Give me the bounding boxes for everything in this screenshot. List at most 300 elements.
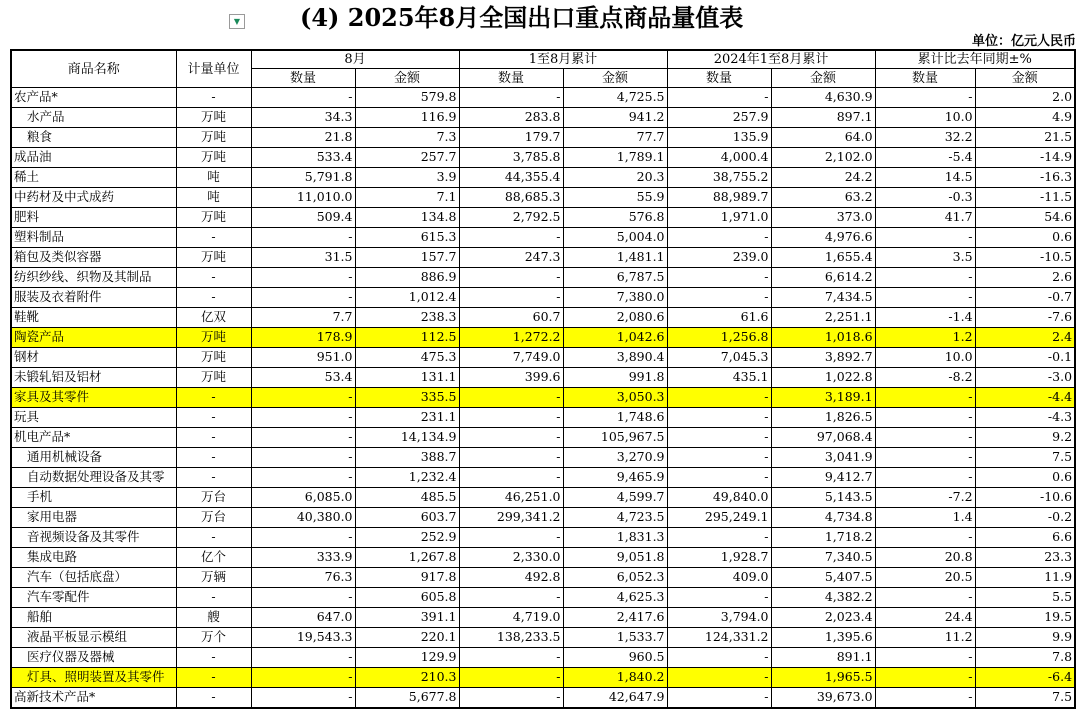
aug-qty-cell[interactable]: - bbox=[251, 448, 355, 468]
unit-cell[interactable]: - bbox=[176, 388, 251, 408]
ytd-qty-cell[interactable]: - bbox=[459, 388, 563, 408]
yoy-qty-cell[interactable]: -8.2 bbox=[875, 368, 975, 388]
aug-amt-cell[interactable]: 116.9 bbox=[355, 108, 459, 128]
ytd-qty-cell[interactable]: 283.8 bbox=[459, 108, 563, 128]
yoy-amt-cell[interactable]: -10.6 bbox=[975, 488, 1075, 508]
ytd2024-qty-cell[interactable]: 409.0 bbox=[667, 568, 771, 588]
yoy-qty-cell[interactable]: - bbox=[875, 228, 975, 248]
aug-qty-cell[interactable]: 21.8 bbox=[251, 128, 355, 148]
commodity-name-cell[interactable]: 农产品* bbox=[11, 88, 176, 108]
yoy-qty-cell[interactable]: 14.5 bbox=[875, 168, 975, 188]
ytd2024-amt-cell[interactable]: 39,673.0 bbox=[771, 688, 875, 709]
unit-cell[interactable]: - bbox=[176, 588, 251, 608]
aug-amt-cell[interactable]: 388.7 bbox=[355, 448, 459, 468]
ytd2024-amt-cell[interactable]: 1,395.6 bbox=[771, 628, 875, 648]
commodity-name-cell[interactable]: 集成电路 bbox=[11, 548, 176, 568]
unit-cell[interactable]: 万吨 bbox=[176, 248, 251, 268]
yoy-qty-cell[interactable]: - bbox=[875, 88, 975, 108]
aug-amt-cell[interactable]: 14,134.9 bbox=[355, 428, 459, 448]
ytd2024-amt-cell[interactable]: 5,407.5 bbox=[771, 568, 875, 588]
commodity-name-cell[interactable]: 高新技术产品* bbox=[11, 688, 176, 709]
ytd2024-qty-cell[interactable]: 239.0 bbox=[667, 248, 771, 268]
yoy-amt-cell[interactable]: -16.3 bbox=[975, 168, 1075, 188]
aug-qty-cell[interactable]: - bbox=[251, 688, 355, 709]
yoy-qty-cell[interactable]: - bbox=[875, 388, 975, 408]
unit-cell[interactable]: 万吨 bbox=[176, 108, 251, 128]
commodity-name-cell[interactable]: 服装及衣着附件 bbox=[11, 288, 176, 308]
ytd-amt-cell[interactable]: 9,051.8 bbox=[563, 548, 667, 568]
yoy-qty-cell[interactable]: 20.5 bbox=[875, 568, 975, 588]
unit-cell[interactable]: 万台 bbox=[176, 508, 251, 528]
yoy-qty-cell[interactable]: 20.8 bbox=[875, 548, 975, 568]
aug-amt-cell[interactable]: 605.8 bbox=[355, 588, 459, 608]
commodity-name-cell[interactable]: 肥料 bbox=[11, 208, 176, 228]
unit-cell[interactable]: - bbox=[176, 428, 251, 448]
unit-cell[interactable]: - bbox=[176, 528, 251, 548]
commodity-name-cell[interactable]: 通用机械设备 bbox=[11, 448, 176, 468]
yoy-amt-cell[interactable]: 0.6 bbox=[975, 228, 1075, 248]
yoy-amt-cell[interactable]: 0.6 bbox=[975, 468, 1075, 488]
aug-amt-cell[interactable]: 886.9 bbox=[355, 268, 459, 288]
ytd2024-amt-cell[interactable]: 1,826.5 bbox=[771, 408, 875, 428]
yoy-qty-cell[interactable]: 1.2 bbox=[875, 328, 975, 348]
yoy-qty-cell[interactable]: - bbox=[875, 588, 975, 608]
ytd-qty-cell[interactable]: - bbox=[459, 428, 563, 448]
ytd-qty-cell[interactable]: - bbox=[459, 228, 563, 248]
unit-cell[interactable]: - bbox=[176, 88, 251, 108]
aug-amt-cell[interactable]: 252.9 bbox=[355, 528, 459, 548]
commodity-name-cell[interactable]: 家具及其零件 bbox=[11, 388, 176, 408]
yoy-amt-cell[interactable]: -0.2 bbox=[975, 508, 1075, 528]
yoy-amt-cell[interactable]: 2.4 bbox=[975, 328, 1075, 348]
ytd2024-amt-cell[interactable]: 3,189.1 bbox=[771, 388, 875, 408]
aug-qty-cell[interactable]: 31.5 bbox=[251, 248, 355, 268]
ytd-amt-cell[interactable]: 576.8 bbox=[563, 208, 667, 228]
ytd2024-qty-cell[interactable]: 1,256.8 bbox=[667, 328, 771, 348]
aug-qty-cell[interactable]: 76.3 bbox=[251, 568, 355, 588]
yoy-qty-cell[interactable]: - bbox=[875, 408, 975, 428]
ytd-qty-cell[interactable]: 44,355.4 bbox=[459, 168, 563, 188]
aug-amt-cell[interactable]: 3.9 bbox=[355, 168, 459, 188]
ytd2024-qty-cell[interactable]: 1,971.0 bbox=[667, 208, 771, 228]
ytd2024-qty-cell[interactable]: - bbox=[667, 268, 771, 288]
ytd2024-amt-cell[interactable]: 24.2 bbox=[771, 168, 875, 188]
unit-cell[interactable]: - bbox=[176, 448, 251, 468]
commodity-name-cell[interactable]: 家用电器 bbox=[11, 508, 176, 528]
unit-cell[interactable]: 万个 bbox=[176, 628, 251, 648]
ytd-amt-cell[interactable]: 941.2 bbox=[563, 108, 667, 128]
yoy-qty-cell[interactable]: - bbox=[875, 448, 975, 468]
aug-amt-cell[interactable]: 615.3 bbox=[355, 228, 459, 248]
ytd2024-qty-cell[interactable]: - bbox=[667, 688, 771, 709]
aug-amt-cell[interactable]: 7.3 bbox=[355, 128, 459, 148]
yoy-amt-cell[interactable]: -4.3 bbox=[975, 408, 1075, 428]
ytd2024-amt-cell[interactable]: 1,965.5 bbox=[771, 668, 875, 688]
unit-cell[interactable]: - bbox=[176, 408, 251, 428]
yoy-qty-cell[interactable]: - bbox=[875, 528, 975, 548]
aug-qty-cell[interactable]: 7.7 bbox=[251, 308, 355, 328]
ytd2024-amt-cell[interactable]: 2,023.4 bbox=[771, 608, 875, 628]
unit-cell[interactable]: 艘 bbox=[176, 608, 251, 628]
yoy-amt-cell[interactable]: -0.7 bbox=[975, 288, 1075, 308]
ytd-amt-cell[interactable]: 1,789.1 bbox=[563, 148, 667, 168]
aug-amt-cell[interactable]: 1,012.4 bbox=[355, 288, 459, 308]
ytd2024-amt-cell[interactable]: 1,718.2 bbox=[771, 528, 875, 548]
commodity-name-cell[interactable]: 鞋靴 bbox=[11, 308, 176, 328]
aug-amt-cell[interactable]: 603.7 bbox=[355, 508, 459, 528]
yoy-amt-cell[interactable]: 23.3 bbox=[975, 548, 1075, 568]
yoy-amt-cell[interactable]: 9.9 bbox=[975, 628, 1075, 648]
aug-amt-cell[interactable]: 129.9 bbox=[355, 648, 459, 668]
aug-qty-cell[interactable]: - bbox=[251, 528, 355, 548]
ytd-amt-cell[interactable]: 1,481.1 bbox=[563, 248, 667, 268]
commodity-name-cell[interactable]: 医疗仪器及器械 bbox=[11, 648, 176, 668]
aug-amt-cell[interactable]: 134.8 bbox=[355, 208, 459, 228]
yoy-qty-cell[interactable]: 10.0 bbox=[875, 108, 975, 128]
ytd2024-amt-cell[interactable]: 2,102.0 bbox=[771, 148, 875, 168]
unit-cell[interactable]: 万辆 bbox=[176, 568, 251, 588]
aug-amt-cell[interactable]: 485.5 bbox=[355, 488, 459, 508]
ytd2024-qty-cell[interactable]: - bbox=[667, 388, 771, 408]
yoy-qty-cell[interactable]: 24.4 bbox=[875, 608, 975, 628]
aug-amt-cell[interactable]: 231.1 bbox=[355, 408, 459, 428]
yoy-amt-cell[interactable]: -10.5 bbox=[975, 248, 1075, 268]
ytd-amt-cell[interactable]: 4,625.3 bbox=[563, 588, 667, 608]
ytd2024-qty-cell[interactable]: - bbox=[667, 408, 771, 428]
ytd2024-amt-cell[interactable]: 1,655.4 bbox=[771, 248, 875, 268]
ytd-amt-cell[interactable]: 2,080.6 bbox=[563, 308, 667, 328]
unit-cell[interactable]: - bbox=[176, 688, 251, 709]
ytd-amt-cell[interactable]: 2,417.6 bbox=[563, 608, 667, 628]
aug-amt-cell[interactable]: 5,677.8 bbox=[355, 688, 459, 709]
yoy-amt-cell[interactable]: 2.0 bbox=[975, 88, 1075, 108]
ytd2024-qty-cell[interactable]: - bbox=[667, 88, 771, 108]
yoy-qty-cell[interactable]: -7.2 bbox=[875, 488, 975, 508]
yoy-amt-cell[interactable]: 9.2 bbox=[975, 428, 1075, 448]
ytd2024-qty-cell[interactable]: - bbox=[667, 428, 771, 448]
yoy-amt-cell[interactable]: -3.0 bbox=[975, 368, 1075, 388]
commodity-name-cell[interactable]: 成品油 bbox=[11, 148, 176, 168]
ytd-amt-cell[interactable]: 42,647.9 bbox=[563, 688, 667, 709]
aug-amt-cell[interactable]: 7.1 bbox=[355, 188, 459, 208]
yoy-amt-cell[interactable]: -14.9 bbox=[975, 148, 1075, 168]
aug-qty-cell[interactable]: 533.4 bbox=[251, 148, 355, 168]
yoy-qty-cell[interactable]: -1.4 bbox=[875, 308, 975, 328]
ytd2024-qty-cell[interactable]: - bbox=[667, 668, 771, 688]
ytd2024-amt-cell[interactable]: 3,892.7 bbox=[771, 348, 875, 368]
yoy-amt-cell[interactable]: 2.6 bbox=[975, 268, 1075, 288]
ytd2024-qty-cell[interactable]: 4,000.4 bbox=[667, 148, 771, 168]
yoy-qty-cell[interactable]: - bbox=[875, 688, 975, 709]
ytd2024-qty-cell[interactable]: 1,928.7 bbox=[667, 548, 771, 568]
ytd2024-qty-cell[interactable]: 38,755.2 bbox=[667, 168, 771, 188]
commodity-name-cell[interactable]: 灯具、照明装置及其零件 bbox=[11, 668, 176, 688]
ytd2024-amt-cell[interactable]: 1,018.6 bbox=[771, 328, 875, 348]
commodity-name-cell[interactable]: 陶瓷产品 bbox=[11, 328, 176, 348]
unit-cell[interactable]: - bbox=[176, 648, 251, 668]
ytd-qty-cell[interactable]: - bbox=[459, 648, 563, 668]
unit-cell[interactable]: 万吨 bbox=[176, 128, 251, 148]
aug-qty-cell[interactable]: - bbox=[251, 88, 355, 108]
ytd2024-qty-cell[interactable]: - bbox=[667, 468, 771, 488]
ytd2024-qty-cell[interactable]: - bbox=[667, 288, 771, 308]
commodity-name-cell[interactable]: 中药材及中式成药 bbox=[11, 188, 176, 208]
ytd-qty-cell[interactable]: 46,251.0 bbox=[459, 488, 563, 508]
ytd-qty-cell[interactable]: 179.7 bbox=[459, 128, 563, 148]
ytd-amt-cell[interactable]: 4,599.7 bbox=[563, 488, 667, 508]
unit-cell[interactable]: 亿个 bbox=[176, 548, 251, 568]
yoy-amt-cell[interactable]: 54.6 bbox=[975, 208, 1075, 228]
unit-cell[interactable]: 万吨 bbox=[176, 208, 251, 228]
aug-qty-cell[interactable]: 5,791.8 bbox=[251, 168, 355, 188]
ytd2024-amt-cell[interactable]: 4,976.6 bbox=[771, 228, 875, 248]
commodity-name-cell[interactable]: 自动数据处理设备及其零 bbox=[11, 468, 176, 488]
commodity-name-cell[interactable]: 水产品 bbox=[11, 108, 176, 128]
aug-qty-cell[interactable]: - bbox=[251, 228, 355, 248]
commodity-name-cell[interactable]: 钢材 bbox=[11, 348, 176, 368]
unit-cell[interactable]: - bbox=[176, 288, 251, 308]
ytd2024-amt-cell[interactable]: 97,068.4 bbox=[771, 428, 875, 448]
ytd-qty-cell[interactable]: - bbox=[459, 288, 563, 308]
unit-cell[interactable]: 亿双 bbox=[176, 308, 251, 328]
aug-qty-cell[interactable]: 40,380.0 bbox=[251, 508, 355, 528]
yoy-qty-cell[interactable]: - bbox=[875, 268, 975, 288]
ytd-amt-cell[interactable]: 55.9 bbox=[563, 188, 667, 208]
ytd2024-qty-cell[interactable]: - bbox=[667, 588, 771, 608]
commodity-name-cell[interactable]: 塑料制品 bbox=[11, 228, 176, 248]
ytd2024-qty-cell[interactable]: 3,794.0 bbox=[667, 608, 771, 628]
ytd2024-qty-cell[interactable]: 135.9 bbox=[667, 128, 771, 148]
ytd2024-amt-cell[interactable]: 7,340.5 bbox=[771, 548, 875, 568]
ytd-qty-cell[interactable]: 1,272.2 bbox=[459, 328, 563, 348]
aug-qty-cell[interactable]: 6,085.0 bbox=[251, 488, 355, 508]
aug-qty-cell[interactable]: 509.4 bbox=[251, 208, 355, 228]
commodity-name-cell[interactable]: 玩具 bbox=[11, 408, 176, 428]
unit-cell[interactable]: 吨 bbox=[176, 188, 251, 208]
commodity-name-cell[interactable]: 纺织纱线、织物及其制品 bbox=[11, 268, 176, 288]
ytd-amt-cell[interactable]: 1,748.6 bbox=[563, 408, 667, 428]
ytd-amt-cell[interactable]: 960.5 bbox=[563, 648, 667, 668]
yoy-qty-cell[interactable]: - bbox=[875, 428, 975, 448]
ytd-qty-cell[interactable]: 4,719.0 bbox=[459, 608, 563, 628]
ytd-qty-cell[interactable]: 492.8 bbox=[459, 568, 563, 588]
ytd2024-amt-cell[interactable]: 3,041.9 bbox=[771, 448, 875, 468]
aug-qty-cell[interactable]: 11,010.0 bbox=[251, 188, 355, 208]
ytd2024-qty-cell[interactable]: 49,840.0 bbox=[667, 488, 771, 508]
commodity-name-cell[interactable]: 机电产品* bbox=[11, 428, 176, 448]
unit-cell[interactable]: 万台 bbox=[176, 488, 251, 508]
ytd-amt-cell[interactable]: 1,831.3 bbox=[563, 528, 667, 548]
ytd-qty-cell[interactable]: - bbox=[459, 528, 563, 548]
aug-amt-cell[interactable]: 1,267.8 bbox=[355, 548, 459, 568]
aug-qty-cell[interactable]: - bbox=[251, 388, 355, 408]
yoy-qty-cell[interactable]: 11.2 bbox=[875, 628, 975, 648]
aug-qty-cell[interactable]: - bbox=[251, 648, 355, 668]
ytd-qty-cell[interactable]: - bbox=[459, 268, 563, 288]
yoy-qty-cell[interactable]: -0.3 bbox=[875, 188, 975, 208]
ytd-amt-cell[interactable]: 9,465.9 bbox=[563, 468, 667, 488]
aug-amt-cell[interactable]: 335.5 bbox=[355, 388, 459, 408]
commodity-name-cell[interactable]: 稀土 bbox=[11, 168, 176, 188]
ytd-qty-cell[interactable]: 60.7 bbox=[459, 308, 563, 328]
yoy-qty-cell[interactable]: 3.5 bbox=[875, 248, 975, 268]
ytd-qty-cell[interactable]: 138,233.5 bbox=[459, 628, 563, 648]
yoy-amt-cell[interactable]: -4.4 bbox=[975, 388, 1075, 408]
ytd-qty-cell[interactable]: - bbox=[459, 668, 563, 688]
yoy-amt-cell[interactable]: 19.5 bbox=[975, 608, 1075, 628]
ytd-qty-cell[interactable]: 2,792.5 bbox=[459, 208, 563, 228]
ytd-qty-cell[interactable]: 2,330.0 bbox=[459, 548, 563, 568]
yoy-qty-cell[interactable]: 41.7 bbox=[875, 208, 975, 228]
yoy-amt-cell[interactable]: 5.5 bbox=[975, 588, 1075, 608]
unit-cell[interactable]: 万吨 bbox=[176, 328, 251, 348]
ytd2024-qty-cell[interactable]: 88,989.7 bbox=[667, 188, 771, 208]
ytd-qty-cell[interactable]: 3,785.8 bbox=[459, 148, 563, 168]
yoy-amt-cell[interactable]: 11.9 bbox=[975, 568, 1075, 588]
aug-amt-cell[interactable]: 112.5 bbox=[355, 328, 459, 348]
ytd2024-amt-cell[interactable]: 4,630.9 bbox=[771, 88, 875, 108]
aug-amt-cell[interactable]: 238.3 bbox=[355, 308, 459, 328]
aug-amt-cell[interactable]: 257.7 bbox=[355, 148, 459, 168]
unit-cell[interactable]: 吨 bbox=[176, 168, 251, 188]
ytd-qty-cell[interactable]: - bbox=[459, 468, 563, 488]
aug-amt-cell[interactable]: 157.7 bbox=[355, 248, 459, 268]
ytd-amt-cell[interactable]: 5,004.0 bbox=[563, 228, 667, 248]
ytd-qty-cell[interactable]: - bbox=[459, 588, 563, 608]
commodity-name-cell[interactable]: 汽车（包括底盘） bbox=[11, 568, 176, 588]
ytd-amt-cell[interactable]: 105,967.5 bbox=[563, 428, 667, 448]
yoy-amt-cell[interactable]: 6.6 bbox=[975, 528, 1075, 548]
ytd-amt-cell[interactable]: 6,052.3 bbox=[563, 568, 667, 588]
aug-amt-cell[interactable]: 220.1 bbox=[355, 628, 459, 648]
aug-amt-cell[interactable]: 391.1 bbox=[355, 608, 459, 628]
ytd-amt-cell[interactable]: 991.8 bbox=[563, 368, 667, 388]
ytd2024-amt-cell[interactable]: 4,734.8 bbox=[771, 508, 875, 528]
ytd2024-amt-cell[interactable]: 4,382.2 bbox=[771, 588, 875, 608]
ytd-amt-cell[interactable]: 7,380.0 bbox=[563, 288, 667, 308]
commodity-name-cell[interactable]: 液晶平板显示模组 bbox=[11, 628, 176, 648]
ytd2024-amt-cell[interactable]: 891.1 bbox=[771, 648, 875, 668]
ytd-qty-cell[interactable]: - bbox=[459, 88, 563, 108]
ytd2024-qty-cell[interactable]: 435.1 bbox=[667, 368, 771, 388]
yoy-amt-cell[interactable]: 7.8 bbox=[975, 648, 1075, 668]
aug-amt-cell[interactable]: 1,232.4 bbox=[355, 468, 459, 488]
ytd2024-qty-cell[interactable]: - bbox=[667, 228, 771, 248]
ytd2024-amt-cell[interactable]: 6,614.2 bbox=[771, 268, 875, 288]
ytd2024-qty-cell[interactable]: 257.9 bbox=[667, 108, 771, 128]
aug-amt-cell[interactable]: 210.3 bbox=[355, 668, 459, 688]
yoy-qty-cell[interactable]: 1.4 bbox=[875, 508, 975, 528]
unit-cell[interactable]: - bbox=[176, 228, 251, 248]
ytd-amt-cell[interactable]: 1,840.2 bbox=[563, 668, 667, 688]
ytd-qty-cell[interactable]: 399.6 bbox=[459, 368, 563, 388]
unit-cell[interactable]: - bbox=[176, 268, 251, 288]
yoy-qty-cell[interactable]: 32.2 bbox=[875, 128, 975, 148]
aug-qty-cell[interactable]: 34.3 bbox=[251, 108, 355, 128]
yoy-amt-cell[interactable]: 21.5 bbox=[975, 128, 1075, 148]
ytd-qty-cell[interactable]: - bbox=[459, 688, 563, 709]
unit-cell[interactable]: - bbox=[176, 668, 251, 688]
ytd2024-qty-cell[interactable]: 295,249.1 bbox=[667, 508, 771, 528]
commodity-name-cell[interactable]: 音视频设备及其零件 bbox=[11, 528, 176, 548]
aug-amt-cell[interactable]: 475.3 bbox=[355, 348, 459, 368]
unit-cell[interactable]: - bbox=[176, 468, 251, 488]
commodity-name-cell[interactable]: 船舶 bbox=[11, 608, 176, 628]
aug-qty-cell[interactable]: - bbox=[251, 468, 355, 488]
yoy-amt-cell[interactable]: -11.5 bbox=[975, 188, 1075, 208]
yoy-qty-cell[interactable]: - bbox=[875, 468, 975, 488]
yoy-qty-cell[interactable]: - bbox=[875, 668, 975, 688]
ytd2024-amt-cell[interactable]: 7,434.5 bbox=[771, 288, 875, 308]
aug-qty-cell[interactable]: 951.0 bbox=[251, 348, 355, 368]
unit-cell[interactable]: 万吨 bbox=[176, 148, 251, 168]
ytd2024-qty-cell[interactable]: 124,331.2 bbox=[667, 628, 771, 648]
yoy-amt-cell[interactable]: 7.5 bbox=[975, 448, 1075, 468]
ytd-qty-cell[interactable]: 247.3 bbox=[459, 248, 563, 268]
ytd2024-amt-cell[interactable]: 2,251.1 bbox=[771, 308, 875, 328]
ytd-amt-cell[interactable]: 3,050.3 bbox=[563, 388, 667, 408]
ytd-qty-cell[interactable]: - bbox=[459, 408, 563, 428]
aug-qty-cell[interactable]: 647.0 bbox=[251, 608, 355, 628]
ytd2024-qty-cell[interactable]: 7,045.3 bbox=[667, 348, 771, 368]
ytd2024-amt-cell[interactable]: 1,022.8 bbox=[771, 368, 875, 388]
commodity-name-cell[interactable]: 未锻轧铝及铝材 bbox=[11, 368, 176, 388]
aug-qty-cell[interactable]: - bbox=[251, 288, 355, 308]
unit-cell[interactable]: 万吨 bbox=[176, 348, 251, 368]
ytd-amt-cell[interactable]: 20.3 bbox=[563, 168, 667, 188]
aug-qty-cell[interactable]: - bbox=[251, 588, 355, 608]
ytd2024-qty-cell[interactable]: - bbox=[667, 528, 771, 548]
ytd2024-qty-cell[interactable]: 61.6 bbox=[667, 308, 771, 328]
aug-qty-cell[interactable]: 53.4 bbox=[251, 368, 355, 388]
ytd-qty-cell[interactable]: 299,341.2 bbox=[459, 508, 563, 528]
yoy-qty-cell[interactable]: 10.0 bbox=[875, 348, 975, 368]
unit-cell[interactable]: 万吨 bbox=[176, 368, 251, 388]
ytd2024-amt-cell[interactable]: 897.1 bbox=[771, 108, 875, 128]
ytd-amt-cell[interactable]: 1,042.6 bbox=[563, 328, 667, 348]
ytd-amt-cell[interactable]: 3,890.4 bbox=[563, 348, 667, 368]
ytd2024-amt-cell[interactable]: 5,143.5 bbox=[771, 488, 875, 508]
aug-qty-cell[interactable]: 178.9 bbox=[251, 328, 355, 348]
aug-amt-cell[interactable]: 579.8 bbox=[355, 88, 459, 108]
ytd-amt-cell[interactable]: 6,787.5 bbox=[563, 268, 667, 288]
commodity-name-cell[interactable]: 汽车零配件 bbox=[11, 588, 176, 608]
ytd2024-amt-cell[interactable]: 64.0 bbox=[771, 128, 875, 148]
yoy-amt-cell[interactable]: 4.9 bbox=[975, 108, 1075, 128]
aug-qty-cell[interactable]: 333.9 bbox=[251, 548, 355, 568]
ytd-amt-cell[interactable]: 3,270.9 bbox=[563, 448, 667, 468]
yoy-qty-cell[interactable]: - bbox=[875, 648, 975, 668]
filter-dropdown-button[interactable]: ▼ bbox=[229, 14, 245, 29]
aug-qty-cell[interactable]: - bbox=[251, 408, 355, 428]
yoy-qty-cell[interactable]: - bbox=[875, 288, 975, 308]
yoy-amt-cell[interactable]: -0.1 bbox=[975, 348, 1075, 368]
aug-qty-cell[interactable]: - bbox=[251, 428, 355, 448]
commodity-name-cell[interactable]: 箱包及类似容器 bbox=[11, 248, 176, 268]
aug-qty-cell[interactable]: - bbox=[251, 268, 355, 288]
yoy-qty-cell[interactable]: -5.4 bbox=[875, 148, 975, 168]
commodity-name-cell[interactable]: 手机 bbox=[11, 488, 176, 508]
ytd-amt-cell[interactable]: 1,533.7 bbox=[563, 628, 667, 648]
ytd2024-amt-cell[interactable]: 9,412.7 bbox=[771, 468, 875, 488]
yoy-amt-cell[interactable]: -6.4 bbox=[975, 668, 1075, 688]
ytd-amt-cell[interactable]: 4,723.5 bbox=[563, 508, 667, 528]
aug-amt-cell[interactable]: 917.8 bbox=[355, 568, 459, 588]
ytd2024-amt-cell[interactable]: 63.2 bbox=[771, 188, 875, 208]
ytd-qty-cell[interactable]: - bbox=[459, 448, 563, 468]
ytd-amt-cell[interactable]: 77.7 bbox=[563, 128, 667, 148]
ytd2024-qty-cell[interactable]: - bbox=[667, 648, 771, 668]
